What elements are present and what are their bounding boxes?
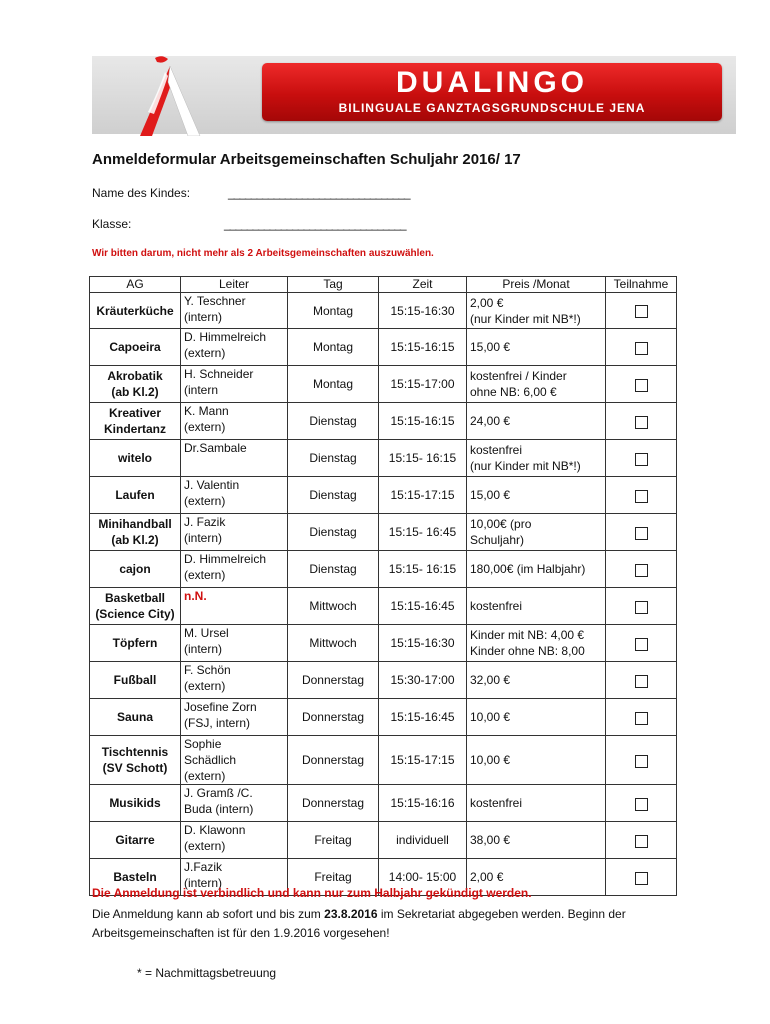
participation-checkbox[interactable]	[635, 305, 648, 318]
header-ag: AG	[90, 277, 181, 293]
leader-cell-line: Sophie	[184, 737, 222, 751]
leader-cell	[181, 785, 288, 822]
participation-checkbox[interactable]	[635, 675, 648, 688]
leader-cell-line: D. Himmelreich	[184, 552, 267, 566]
leader-cell-line: Dr.Sambale	[184, 441, 247, 455]
class-label: Klasse:	[92, 217, 132, 231]
leader-cell-line: (extern)	[184, 679, 226, 693]
ag-name-cell-line: Capoeira	[109, 340, 161, 354]
price-cell-line: (nur Kinder mit NB*!)	[470, 459, 581, 473]
participation-cell	[606, 293, 677, 329]
price-cell	[467, 477, 606, 514]
header-preis: Preis /Monat	[467, 277, 606, 293]
price-cell	[467, 366, 606, 403]
day-cell: Freitag	[288, 859, 379, 896]
leader-cell-line: Y. Teschner	[184, 294, 246, 308]
leader-cell-line: (extern)	[184, 346, 226, 360]
price-cell-line: 38,00 €	[470, 833, 511, 847]
leader-cell-line: (intern)	[184, 531, 223, 545]
leader-cell-line: (intern)	[184, 876, 223, 890]
participation-cell	[606, 329, 677, 366]
time-cell: 15:15-17:00	[379, 366, 467, 403]
leader-cell-line: K. Mann	[184, 404, 229, 418]
table-row	[90, 514, 677, 551]
participation-cell	[606, 625, 677, 662]
leader-cell	[181, 551, 288, 588]
day-cell: Dienstag	[288, 514, 379, 551]
participation-cell	[606, 588, 677, 625]
table-row	[90, 293, 677, 329]
class-field[interactable]: ________________________________	[224, 217, 406, 231]
ag-name-cell	[90, 514, 181, 551]
header-tag: Tag	[288, 277, 379, 293]
school-banner	[92, 56, 736, 134]
leader-cell	[181, 440, 288, 477]
day-cell: Donnerstag	[288, 736, 379, 785]
participation-checkbox[interactable]	[635, 755, 648, 768]
ag-name-cell-line: Fußball	[113, 673, 157, 687]
price-cell-line: ohne NB: 6,00 €	[470, 385, 557, 399]
ag-name-cell-line: (Science City)	[95, 607, 175, 621]
header-zeit: Zeit	[379, 277, 467, 293]
ag-name-cell-line: Sauna	[116, 710, 153, 724]
leader-cell	[181, 822, 288, 859]
time-cell: 15:15- 16:45	[379, 514, 467, 551]
child-name-field[interactable]: ________________________________	[228, 186, 410, 200]
ag-name-cell	[90, 736, 181, 785]
day-cell: Mittwoch	[288, 588, 379, 625]
day-cell: Montag	[288, 329, 379, 366]
price-cell	[467, 329, 606, 366]
price-cell-line: 15,00 €	[470, 340, 511, 354]
ag-table	[89, 276, 677, 896]
leader-cell-line: J. Fazik	[184, 515, 226, 529]
leader-cell-line: Josefine Zorn	[184, 700, 257, 714]
selection-notice: Wir bitten darum, nicht mehr als 2 Arbeitsgemeinschaften auszuwählen.	[92, 248, 434, 259]
day-cell: Donnerstag	[288, 785, 379, 822]
price-cell	[467, 551, 606, 588]
ag-name-cell-line: Kindertanz	[103, 422, 166, 436]
day-cell: Mittwoch	[288, 625, 379, 662]
leader-cell	[181, 736, 288, 785]
ag-name-cell-line: Minihandball	[98, 517, 172, 531]
participation-checkbox[interactable]	[635, 872, 648, 885]
ag-name-cell-line: Musikids	[109, 796, 161, 810]
leader-cell-line: M. Ursel	[184, 626, 229, 640]
price-cell-line: Schuljahr)	[470, 533, 525, 547]
ag-name-cell	[90, 822, 181, 859]
leader-cell	[181, 366, 288, 403]
price-cell-line: 15,00 €	[470, 488, 511, 502]
leader-cell-line: (extern)	[184, 769, 226, 783]
leader-cell	[181, 699, 288, 736]
table-row	[90, 403, 677, 440]
leader-cell-line: (intern)	[184, 310, 223, 324]
leader-cell-line: n.N.	[184, 589, 207, 603]
price-cell	[467, 403, 606, 440]
info-text-end: im Sekretariat abgegeben werden. Beginn der Arbeitsgemeinschaften ist für den 1.9.2016 vorgesehen!	[92, 907, 626, 940]
price-cell-line: 2,00 €	[470, 870, 504, 884]
ag-name-cell-line: cajon	[119, 562, 151, 576]
participation-checkbox[interactable]	[635, 712, 648, 725]
time-cell: 15:15-16:16	[379, 785, 467, 822]
participation-cell	[606, 736, 677, 785]
binding-notice: Die Anmeldung ist verbindlich und kann nur zum Halbjahr gekündigt werden.	[92, 886, 532, 900]
price-cell-line: kostenfrei / Kinder	[470, 369, 567, 383]
table-row	[90, 329, 677, 366]
price-cell	[467, 736, 606, 785]
participation-cell	[606, 785, 677, 822]
table-header-row	[90, 277, 677, 293]
table-row	[90, 699, 677, 736]
price-cell-line: 24,00 €	[470, 414, 511, 428]
leader-cell	[181, 662, 288, 699]
price-cell-line: 10,00 €	[470, 710, 511, 724]
ag-name-cell	[90, 662, 181, 699]
day-cell: Dienstag	[288, 477, 379, 514]
time-cell: 15:15- 16:15	[379, 440, 467, 477]
time-cell: 15:15-16:30	[379, 625, 467, 662]
price-cell-line: (nur Kinder mit NB*!)	[470, 311, 581, 326]
price-cell	[467, 440, 606, 477]
leader-cell-line: (extern)	[184, 420, 226, 434]
footnote: * = Nachmittagsbetreuung	[137, 966, 277, 980]
participation-cell	[606, 440, 677, 477]
price-cell-line: 180,00€ (im Halbjahr)	[470, 562, 586, 576]
banner-red-panel	[262, 63, 722, 121]
participation-cell	[606, 514, 677, 551]
leader-cell-line: Buda (intern)	[184, 802, 254, 816]
leader-cell	[181, 477, 288, 514]
participation-cell	[606, 822, 677, 859]
participation-checkbox[interactable]	[635, 564, 648, 577]
leader-cell-line: J. Gramß /C.	[184, 786, 253, 800]
table-row	[90, 477, 677, 514]
page-title: Anmeldeformular Arbeitsgemeinschaften Schuljahr 2016/ 17	[92, 151, 521, 168]
participation-cell	[606, 403, 677, 440]
day-cell: Donnerstag	[288, 662, 379, 699]
child-name-label: Name des Kindes:	[92, 186, 191, 200]
leader-cell-line: (intern	[184, 383, 219, 397]
leader-cell-line: (intern)	[184, 642, 223, 656]
price-cell-line: kostenfrei	[470, 599, 523, 613]
participation-checkbox[interactable]	[635, 638, 648, 651]
time-cell: 15:15-16:15	[379, 403, 467, 440]
day-cell: Dienstag	[288, 440, 379, 477]
ag-name-cell-line: Basketball	[104, 591, 166, 605]
ag-name-cell	[90, 477, 181, 514]
time-cell: 15:15-16:15	[379, 329, 467, 366]
ag-table-body	[90, 293, 677, 896]
ag-name-cell	[90, 440, 181, 477]
ag-name-cell-line: Töpfern	[112, 636, 158, 650]
leader-cell-line: (extern)	[184, 568, 226, 582]
leader-cell	[181, 403, 288, 440]
info-text-start: Die Anmeldung kann ab sofort und bis zum	[92, 907, 325, 921]
price-cell	[467, 785, 606, 822]
leader-cell-line: D. Himmelreich	[184, 330, 267, 344]
ag-name-cell	[90, 366, 181, 403]
price-cell	[467, 588, 606, 625]
banner-title: DUALINGO	[396, 66, 588, 99]
participation-cell	[606, 662, 677, 699]
ag-name-cell-line: Akrobatik	[107, 369, 163, 383]
participation-cell	[606, 699, 677, 736]
participation-checkbox[interactable]	[635, 379, 648, 392]
participation-cell	[606, 551, 677, 588]
price-cell-line: 2,00 €	[470, 295, 504, 310]
price-cell-line: kostenfrei	[470, 443, 523, 457]
leader-cell-line: Schädlich	[184, 753, 237, 767]
header-leiter: Leiter	[181, 277, 288, 293]
day-cell: Dienstag	[288, 403, 379, 440]
leader-cell-line: J. Valentin	[184, 478, 240, 492]
ag-name-cell	[90, 699, 181, 736]
leader-cell	[181, 514, 288, 551]
leader-cell	[181, 293, 288, 329]
ag-name-cell	[90, 785, 181, 822]
price-cell-line: 10,00€ (pro	[470, 517, 532, 531]
deadline-date: 23.8.2016	[324, 907, 378, 921]
ag-name-cell-line: Laufen	[115, 488, 155, 502]
participation-checkbox[interactable]	[635, 798, 648, 811]
leader-cell	[181, 625, 288, 662]
ag-name-cell	[90, 588, 181, 625]
participation-checkbox[interactable]	[635, 835, 648, 848]
price-cell	[467, 514, 606, 551]
participation-checkbox[interactable]	[635, 490, 648, 503]
leader-cell-line: (extern)	[184, 839, 226, 853]
price-cell-line: Kinder ohne NB: 8,00	[470, 644, 585, 658]
leader-cell-line: F. Schön	[184, 663, 231, 677]
leader-cell	[181, 588, 288, 625]
price-cell-line: 32,00 €	[470, 673, 511, 687]
leader-cell-line: D. Klawonn	[184, 823, 246, 837]
ag-name-cell-line: witelo	[117, 451, 152, 465]
ag-name-cell-line: (SV Schott)	[102, 761, 168, 775]
time-cell: 15:15- 16:15	[379, 551, 467, 588]
time-cell: 15:15-17:15	[379, 477, 467, 514]
price-cell-line: 10,00 €	[470, 753, 511, 767]
leader-cell	[181, 329, 288, 366]
time-cell: 15:15-17:15	[379, 736, 467, 785]
ag-name-cell	[90, 625, 181, 662]
price-cell	[467, 625, 606, 662]
participation-checkbox[interactable]	[635, 453, 648, 466]
ag-name-cell-line: Basteln	[113, 870, 157, 884]
ag-name-cell-line: (ab Kl.2)	[111, 533, 159, 547]
header-teilnahme: Teilnahme	[606, 277, 677, 293]
day-cell: Freitag	[288, 822, 379, 859]
table-row	[90, 785, 677, 822]
table-row	[90, 366, 677, 403]
price-cell	[467, 662, 606, 699]
participation-checkbox[interactable]	[635, 342, 648, 355]
ag-name-cell	[90, 293, 181, 329]
leader-cell-line: (FSJ, intern)	[184, 716, 251, 730]
participation-cell	[606, 477, 677, 514]
table-row	[90, 625, 677, 662]
participation-checkbox[interactable]	[635, 527, 648, 540]
ag-name-cell	[90, 329, 181, 366]
price-cell	[467, 293, 606, 329]
participation-checkbox[interactable]	[635, 601, 648, 614]
table-row	[90, 440, 677, 477]
ag-name-cell-line: Gitarre	[115, 833, 155, 847]
leader-cell-line: H. Schneider	[184, 367, 254, 381]
table-row	[90, 736, 677, 785]
participation-cell	[606, 859, 677, 896]
table-row	[90, 822, 677, 859]
price-cell-line: kostenfrei	[470, 796, 523, 810]
price-cell-line: Kinder mit NB: 4,00 €	[470, 628, 585, 642]
day-cell: Montag	[288, 366, 379, 403]
banner-subtitle: BILINGUALE GANZTAGSGRUNDSCHULE JENA	[338, 101, 646, 115]
ag-name-cell-line: Kräuterküche	[96, 303, 174, 318]
registration-info	[92, 905, 722, 943]
table-row	[90, 588, 677, 625]
leader-cell-line: J.Fazik	[184, 860, 223, 874]
ag-name-cell	[90, 551, 181, 588]
day-cell: Dienstag	[288, 551, 379, 588]
table-row	[90, 551, 677, 588]
ag-name-cell	[90, 403, 181, 440]
time-cell: 15:15-16:30	[379, 293, 467, 329]
time-cell: 14:00- 15:00	[379, 859, 467, 896]
day-cell: Montag	[288, 293, 379, 329]
ag-name-cell-line: Kreativer	[108, 406, 162, 420]
participation-cell	[606, 366, 677, 403]
time-cell: 15:15-16:45	[379, 588, 467, 625]
table-row	[90, 662, 677, 699]
time-cell: 15:30-17:00	[379, 662, 467, 699]
day-cell: Donnerstag	[288, 699, 379, 736]
price-cell	[467, 822, 606, 859]
ag-name-cell-line: (ab Kl.2)	[111, 385, 159, 399]
dualingo-logo-icon	[110, 52, 230, 136]
time-cell: individuell	[379, 822, 467, 859]
leader-cell-line: (extern)	[184, 494, 226, 508]
participation-checkbox[interactable]	[635, 416, 648, 429]
ag-name-cell-line: Tischtennis	[101, 745, 169, 759]
time-cell: 15:15-16:45	[379, 699, 467, 736]
price-cell	[467, 699, 606, 736]
